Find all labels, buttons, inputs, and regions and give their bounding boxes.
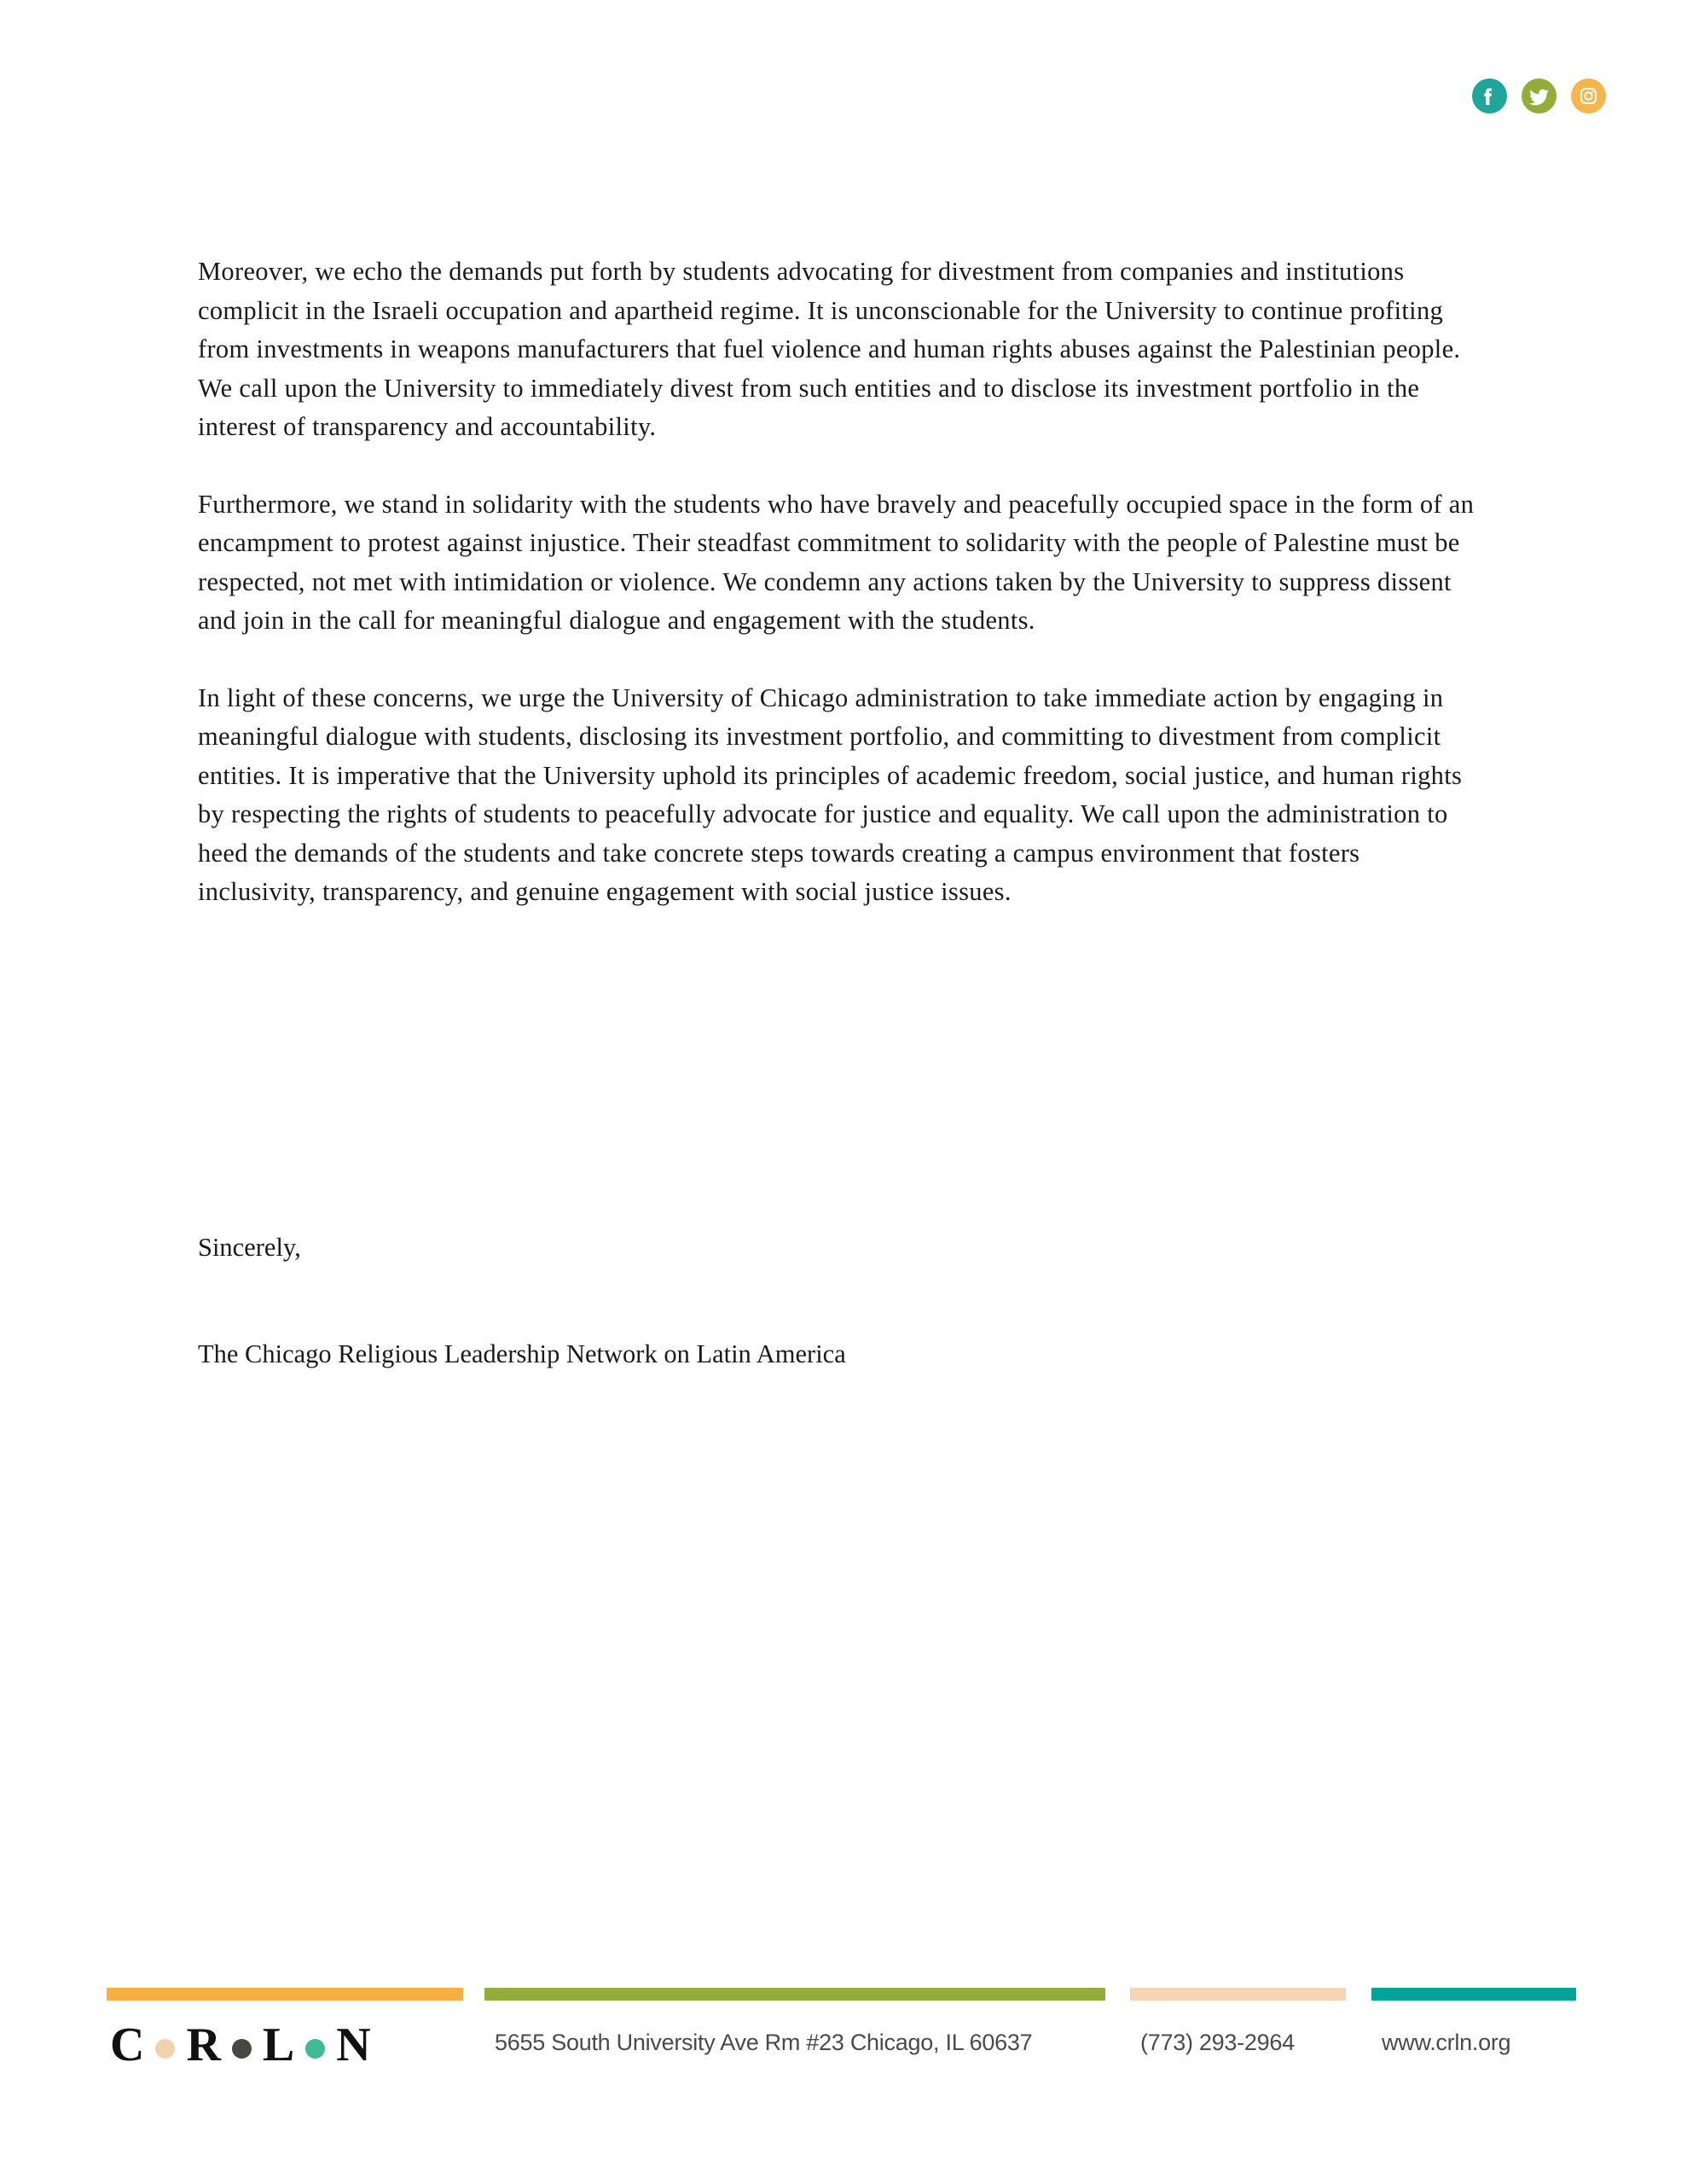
crln-dot-1 [155, 2039, 175, 2059]
footer-website[interactable]: www.crln.org [1382, 2030, 1511, 2055]
crln-dot-3 [305, 2039, 325, 2059]
paragraph-1: Moreover, we echo the demands put forth by students advocating for divestment from companies and institutions complicit in the Israeli occupation and apartheid regime. It is unconscionable for the University to continue profiting from investments in weapons manufacturers that fuel violence and human rights abuses against the Palestinian people. We call upon the University to immediately divest from such entities and to disclose its investment portfolio in the interest of transparency and accountability. [198, 257, 1461, 441]
social-links [1472, 78, 1606, 113]
crln-logo [107, 2018, 463, 2071]
twitter-icon[interactable] [1522, 78, 1557, 113]
crln-letter-n: N [336, 2018, 371, 2071]
facebook-icon[interactable] [1472, 78, 1507, 113]
paragraph-3: In light of these concerns, we urge the University of Chicago administration to take immediate action by engaging in meaningful dialogue with students, disclosing its investment portfolio, and committing to divestment from complicit entities. It is imperative that the University uphold its principles of academic freedom, social justice, and human rights by respecting the rights of students to peacefully advocate for justice and equality. We call upon the administration to heed the demands of the students and take concrete steps towards creating a campus environment that fosters inclusivity, transparency, and genuine engagement with social justice issues. [198, 682, 1463, 906]
footer-phone-column [1130, 1988, 1346, 2056]
footer-rule-address [484, 1988, 1105, 2001]
crln-letter-c: C [110, 2018, 145, 2071]
footer-phone[interactable]: (773) 293-2964 [1140, 2030, 1295, 2055]
crln-letter-r: R [186, 2018, 221, 2071]
footer-rule-phone [1130, 1988, 1346, 2001]
footer-website-column [1371, 1988, 1576, 2056]
footer-logo-column [107, 1988, 463, 2069]
letter-body [198, 253, 1477, 912]
page-footer [0, 1988, 1687, 2099]
footer-address-column [484, 1988, 1105, 2056]
footer-rule-website [1371, 1988, 1576, 2001]
crln-letter-l: L [262, 2018, 295, 2071]
closing-salutation: Sincerely, [198, 1233, 301, 1262]
closing-block [198, 1228, 1477, 1268]
footer-address: 5655 South University Ave Rm #23 Chicago, IL 60637 [495, 2030, 1033, 2055]
footer-rule-logo [107, 1988, 463, 2001]
paragraph-2: Furthermore, we stand in solidarity with the students who have bravely and peacefully occupied space in the form of an encampment to protest against injustice. Their steadfast commitment to solidarity with the people of Palestine must be respected, not met with intimidation or violence. We condemn any actions taken by the University to suppress dissent and join in the call for meaningful dialogue and engagement with the students. [198, 489, 1475, 635]
crln-dot-2 [232, 2039, 252, 2059]
signature-organization: The Chicago Religious Leadership Network on Latin America [198, 1339, 846, 1368]
instagram-icon[interactable] [1571, 78, 1606, 113]
